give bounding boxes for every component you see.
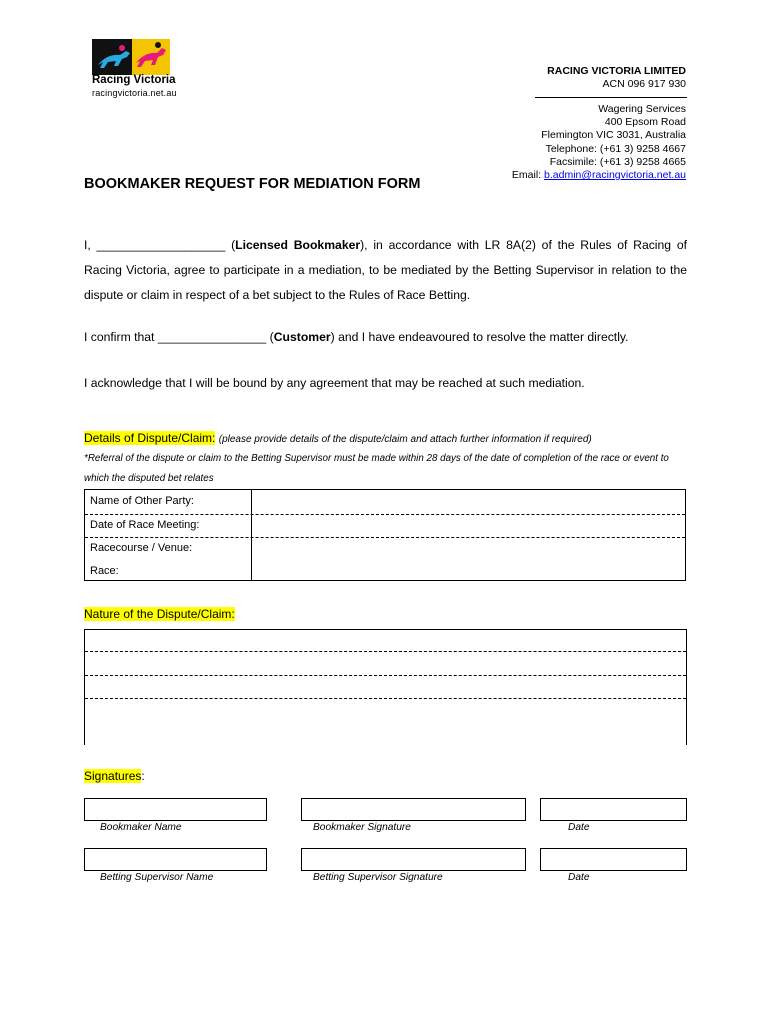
address-telephone: Telephone: (+61 3) 9258 4667 (545, 142, 686, 155)
supervisor-name-field[interactable] (84, 848, 267, 871)
supervisor-signature-field[interactable] (301, 848, 526, 871)
bookmaker-name-field[interactable] (84, 798, 267, 821)
supervisor-date-field[interactable] (540, 848, 687, 871)
acknowledge-paragraph: I acknowledge that I will be bound by any agreement that may be reached at such mediation. (84, 376, 585, 390)
agreement-paragraph (84, 233, 687, 308)
company-name: RACING VICTORIA LIMITED (547, 65, 686, 77)
address-dept: Wagering Services (598, 103, 686, 115)
para1-suffix: ), in accordance with LR 8A(2) of the Rules of Racing of Racing Victoria, agree to participate in a mediation, to be mediated by the Betting Supervisor in relation to the dispute or claim in respect of a bet subject to the Rules of Race Betting. (84, 238, 687, 302)
address-city: Flemington VIC 3031, Australia (541, 129, 686, 142)
details-row-label: Racecourse / Venue: (90, 542, 193, 554)
details-row-label: Name of Other Party: (90, 495, 194, 507)
confirm-paragraph (84, 325, 687, 350)
header-divider (535, 97, 687, 98)
para1-bold: Licensed Bookmaker (235, 238, 361, 252)
nature-heading (84, 607, 235, 621)
referral-note: *Referral of the dispute or claim to the Betting Supervisor must be made within 28 days of the date of completion of the race or event to which the disputed bet relates (84, 453, 669, 484)
details-label: Details of Dispute/Claim: (84, 431, 216, 445)
email-link[interactable]: b.admin@racingvictoria.net.au (544, 169, 686, 182)
horse-racing-logo-icon (92, 39, 170, 75)
bookmaker-date-label: Date (568, 822, 590, 833)
details-heading (84, 431, 592, 445)
signatures-colon: : (141, 769, 145, 783)
nature-line (85, 651, 686, 652)
details-row-label: Race: (90, 565, 119, 577)
signatures-heading (84, 769, 145, 783)
page-title: BOOKMAKER REQUEST FOR MEDIATION FORM (84, 176, 421, 192)
logo-url: racingvictoria.net.au (92, 88, 177, 98)
address-facsimile: Facsimile: (+61 3) 9258 4665 (549, 155, 686, 168)
company-address (512, 103, 686, 182)
details-column-divider (251, 490, 252, 580)
email-label: Email: (511, 169, 545, 182)
para2-suffix: ) and I have endeavoured to resolve the matter directly. (330, 330, 629, 344)
supervisor-date-label: Date (568, 872, 590, 883)
nature-line (85, 698, 686, 699)
signatures-label: Signatures (84, 769, 142, 783)
para2-bold: Customer (273, 330, 331, 344)
company-acn: ACN 096 917 930 (602, 78, 686, 90)
address-street: 400 Epsom Road (604, 116, 686, 129)
racing-victoria-logo (92, 39, 177, 99)
para1-prefix: I, ___________________ ( (84, 238, 236, 252)
details-table (84, 489, 686, 581)
logo-name: Racing Victoria (92, 74, 176, 86)
details-entry-area[interactable] (253, 491, 683, 579)
supervisor-signature-label: Betting Supervisor Signature (313, 872, 443, 883)
bookmaker-name-label: Bookmaker Name (100, 822, 182, 833)
details-row-label: Date of Race Meeting: (90, 519, 200, 531)
para2-prefix: I confirm that ________________ ( (84, 330, 274, 344)
bookmaker-signature-label: Bookmaker Signature (313, 822, 411, 833)
nature-entry-box[interactable] (84, 629, 687, 745)
bookmaker-signature-field[interactable] (301, 798, 526, 821)
nature-line (85, 675, 686, 676)
nature-label: Nature of the Dispute/Claim: (84, 607, 235, 621)
company-header (547, 65, 686, 91)
supervisor-name-label: Betting Supervisor Name (100, 872, 214, 883)
address-email-line (512, 169, 686, 182)
details-inline-note: (please provide details of the dispute/claim and attach further information if required) (218, 434, 592, 445)
bookmaker-date-field[interactable] (540, 798, 687, 821)
